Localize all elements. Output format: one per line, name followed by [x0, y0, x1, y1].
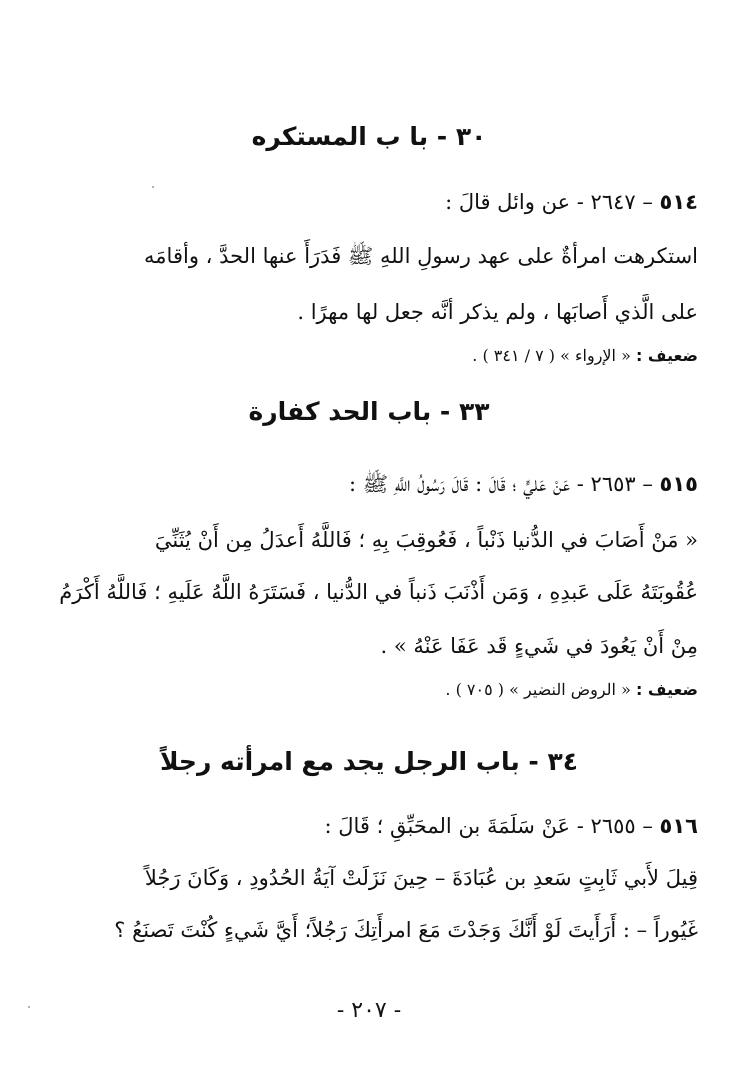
hadith-text-line: استكرهت امرأةٌ على عهد رسولِ اللهِ ﷺ فَدَرَأَ عنها الحدَّ ، وأقامَه	[144, 244, 698, 268]
grade-label: ضعيف :	[635, 680, 698, 699]
scan-speck	[28, 1006, 30, 1008]
hadith-grade	[38, 343, 698, 369]
hadith-reference: ٢٦٥٥ - عَنْ سَلَمَةَ بن المحَبِّقِ ؛ قَالَ :	[324, 814, 636, 838]
hadith-reference: ٢٦٤٧ - عن وائل قالَ :	[445, 190, 636, 214]
hadith-grade	[38, 677, 698, 703]
hadith-number: ٥١٦	[659, 814, 698, 838]
hadith-reference: ٢٦٥٣ - عَنْ عَليٍّ ؛ قَالَ : قَالَ رَسُولُ اللَّهِ ﷺ :	[348, 472, 636, 496]
chapter-heading-33: ٣٣ - باب الحد كفارة	[248, 397, 490, 426]
scan-speck	[152, 186, 154, 188]
hadith-separator: –	[642, 472, 653, 496]
page-number: - ٢٠٧ -	[336, 998, 402, 1023]
hadith-separator: –	[642, 190, 653, 214]
hadith-separator: –	[642, 814, 653, 838]
chapter-heading-30: ٣٠ - با ب المستكره	[251, 122, 487, 151]
hadith-header-515	[38, 466, 698, 502]
grade-label: ضعيف :	[635, 346, 698, 365]
hadith-header-514	[38, 184, 698, 220]
hadith-number: ٥١٤	[659, 190, 698, 214]
hadith-number: ٥١٥	[659, 472, 698, 496]
hadith-text-line: مِنْ أَنْ يَعُودَ في شَيءٍ قَد عَفَا عَنْهُ » .	[380, 634, 698, 658]
chapter-heading-34: ٣٤ - باب الرجل يجد مع امرأته رجلاً	[159, 747, 579, 776]
hadith-header-516	[38, 808, 698, 844]
grade-source: « الروض النضير » ( ٧٠٥ ) .	[445, 680, 631, 699]
hadith-text-line: على الَّذي أَصابَها ، ولم يذكر أنَّه جعل لها مهرًا .	[297, 300, 698, 324]
hadith-text-line: قِيلَ لأَبي ثَابِتٍ سَعدِ بن عُبَادَةَ – حِينَ نَزَلَتْ آيَةُ الحُدُودِ ، وَكَانَ رَجُلاً	[144, 866, 698, 890]
hadith-text-line: غَيُوراً – : أَرَأَيتَ لَوْ أَنَّكَ وَجَدْتَ مَعَ امرأَتِكَ رَجُلاً؛ أَيَّ شَيءٍ كُنْتَ تَصنَعُ ؟	[114, 918, 698, 942]
hadith-text-line: « مَنْ أَصَابَ في الدُّنيا ذَنْباً ، فَعُوقِبَ بِهِ ؛ فَاللَّهُ أَعدَلُ مِن أَنْ يُثَنِّيَ	[154, 528, 698, 552]
hadith-text-line: عُقُوبَتَهُ عَلَى عَبدِهِ ، وَمَن أَذْنَبَ ذَنباً في الدُّنيا ، فَسَتَرَهُ اللَّهُ عَلَيهِ ؛ فَاللَّهُ أَكْرَمُ	[59, 580, 698, 604]
grade-source: « الإرواء » ( ٧ / ٣٤١ ) .	[472, 346, 631, 365]
